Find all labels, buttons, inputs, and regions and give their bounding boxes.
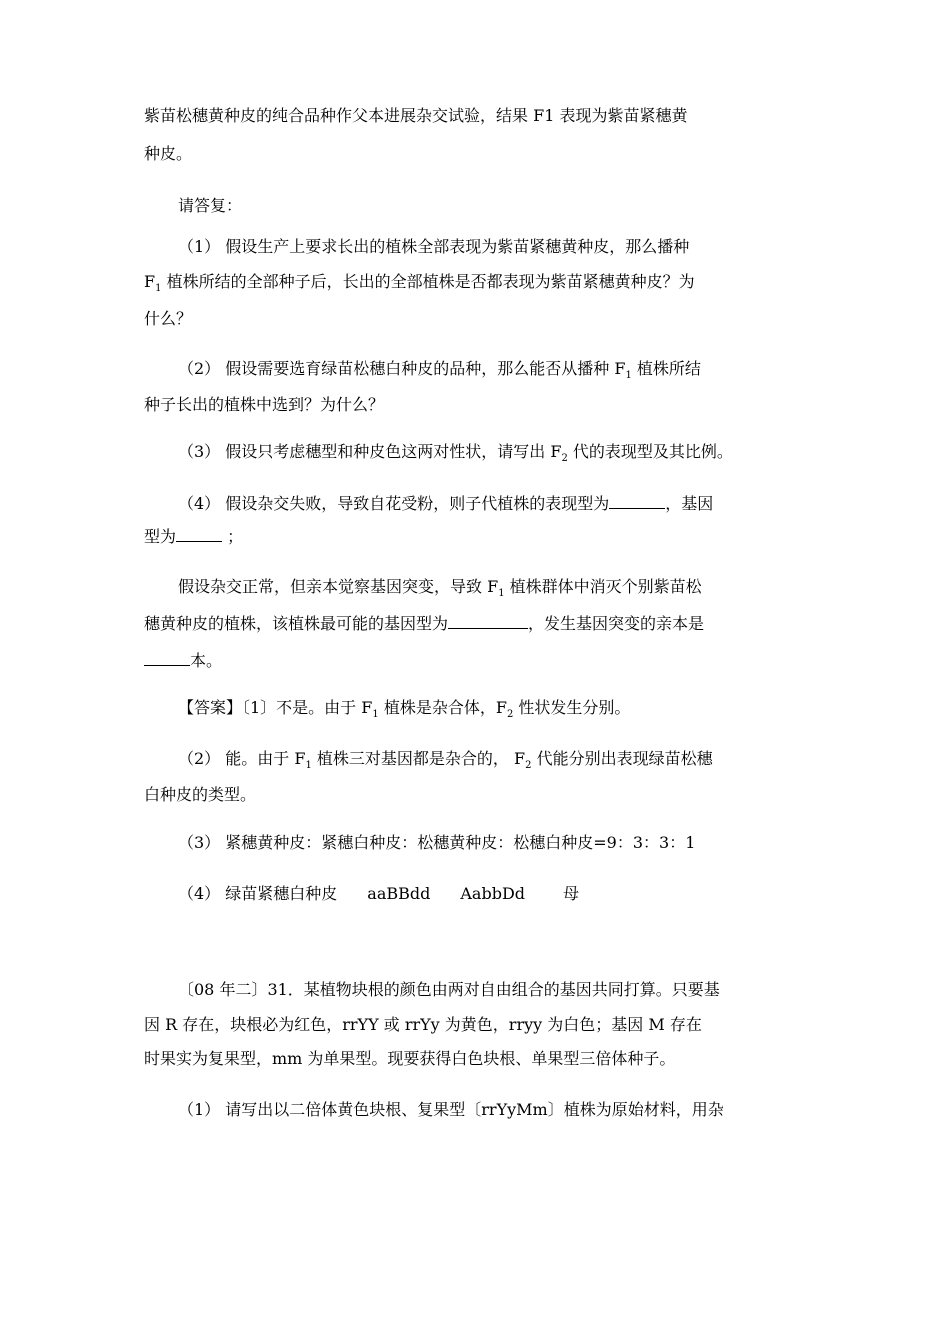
- paragraph-line: （1） 请写出以二倍体黄色块根、复果型〔rrYyMm〕植株为原始材料，用杂: [178, 1100, 724, 1119]
- subscript: 2: [506, 709, 514, 720]
- question-3-line: [178, 441, 733, 463]
- subscript: 1: [305, 760, 312, 771]
- genotype-text: AabbDd: [460, 884, 526, 903]
- text-span: 【答案】〔1〕不是。由于 F: [178, 698, 373, 717]
- answer-line: [178, 748, 713, 770]
- text-span: 代能分别出表现绿苗松穗: [531, 749, 713, 768]
- blank-underline: [609, 491, 665, 509]
- answer-line: [178, 883, 579, 905]
- text-span: ，发生基因突变的亲本是: [528, 614, 705, 633]
- answer-line: 白种皮的类型。: [144, 785, 257, 804]
- text-span: 植株是杂合体，F: [378, 698, 507, 717]
- text-span: 本。: [190, 651, 223, 670]
- paragraph-line: 因 R 存在，块根必为红色，rrYY 或 rrYy 为黄色，rryy 为白色；基因 M 存在: [144, 1015, 702, 1034]
- text-span: （2） 能。由于 F: [178, 749, 306, 768]
- text-span: 植株三对基因都是杂合的， F: [311, 749, 526, 768]
- text-span: （3） 假设只考虑穗型和种皮色这两对性状，请写出 F: [178, 442, 562, 461]
- text-span: 母: [563, 884, 580, 903]
- paragraph-line: 紫苗松穗黄种皮的纯合品种作父本进展杂交试验，结果 F1 表现为紫苗紧穗黄: [144, 106, 688, 125]
- subscript: 1: [625, 370, 632, 381]
- answer-line: [178, 697, 630, 719]
- question-5-line: [144, 648, 222, 672]
- text-span: F: [144, 272, 156, 291]
- instruction-text: 请答复：: [178, 196, 243, 215]
- text-span: 代的表现型及其比例。: [567, 442, 733, 461]
- question-1-line: （1） 假设生产上要求长出的植株全部表现为紫苗紧穗黄种皮，那么播种: [178, 237, 690, 256]
- text-span: 穗黄种皮的植株，该植株最可能的基因型为: [144, 614, 449, 633]
- text-span: 植株所结: [631, 359, 701, 378]
- blank-underline: [144, 648, 190, 666]
- subscript: 1: [155, 283, 162, 294]
- subscript: 1: [498, 588, 505, 599]
- text-span: （2） 假设需要选育绿苗松穗白种皮的品种，那么能否从播种 F: [178, 359, 626, 378]
- text-span: 性状发生分别。: [513, 698, 631, 717]
- text-span: 型为: [144, 527, 177, 546]
- subscript: 2: [525, 760, 532, 771]
- text-span: （4） 假设杂交失败，导致自花受粉，则子代植株的表现型为: [178, 494, 610, 513]
- subscript: 1: [372, 709, 379, 720]
- text-span: ，基因: [665, 494, 714, 513]
- question-5-line: [144, 611, 704, 635]
- blank-underline: [176, 524, 222, 542]
- question-5-line: [178, 576, 702, 598]
- question-4-line: [144, 524, 243, 548]
- paragraph-line: 〔08 年二〕31．某植物块根的颜色由两对自由组合的基因共同打算。只要基: [178, 980, 720, 999]
- genotype-text: aaBBdd: [367, 884, 431, 903]
- text-span: ；: [222, 527, 244, 546]
- answer-line: （3） 紧穗黄种皮：紧穗白种皮：松穗黄种皮：松穗白种皮=9：3：3：1: [178, 833, 696, 852]
- question-2-line: 种子长出的植株中选到？为什么？: [144, 395, 385, 414]
- text-span: 植株群体中消灭个别紫苗松: [504, 577, 702, 596]
- paragraph-line: 时果实为复果型，mm 为单果型。现要获得白色块根、单果型三倍体种子。: [144, 1049, 676, 1068]
- text-span: （4） 绿苗紧穗白种皮: [178, 884, 338, 903]
- subscript: 2: [561, 453, 568, 464]
- blank-underline: [448, 611, 528, 629]
- text-span: 假设杂交正常，但亲本觉察基因突变，导致 F: [178, 577, 499, 596]
- question-1-line: [144, 271, 695, 293]
- question-1-line: 什么？: [144, 309, 193, 328]
- question-4-line: [178, 491, 713, 515]
- question-2-line: [178, 358, 701, 380]
- text-span: 植株所结的全部种子后，长出的全部植株是否都表现为紫苗紧穗黄种皮？为: [161, 272, 695, 291]
- paragraph-line: 种皮。: [144, 144, 193, 163]
